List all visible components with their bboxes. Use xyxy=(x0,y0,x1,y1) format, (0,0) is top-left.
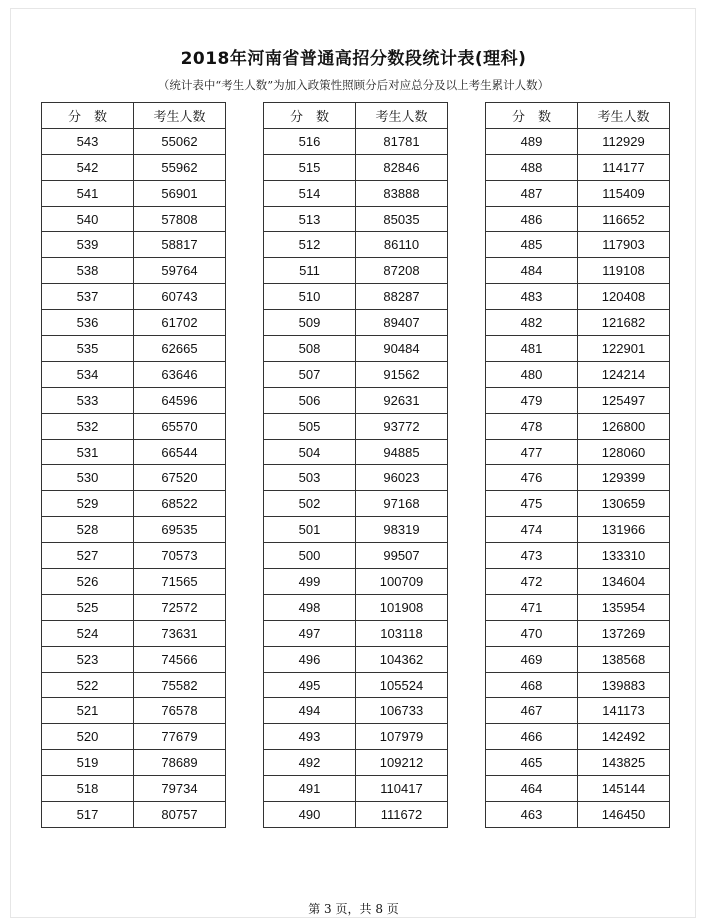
table-row xyxy=(264,543,448,569)
page-title: 2018年河南省普通高招分数段统计表(理科) xyxy=(180,49,527,69)
table-row xyxy=(486,594,670,620)
count-cell: 60743 xyxy=(134,284,226,310)
header-count: 考生人数 xyxy=(356,103,448,129)
table-row xyxy=(264,620,448,646)
count-cell: 97168 xyxy=(356,491,448,517)
count-cell: 129399 xyxy=(578,465,670,491)
score-cell: 472 xyxy=(486,569,578,595)
table-row xyxy=(486,491,670,517)
count-cell: 93772 xyxy=(356,413,448,439)
table-row xyxy=(486,724,670,750)
table-row xyxy=(42,361,226,387)
table-row xyxy=(486,646,670,672)
score-cell: 487 xyxy=(486,180,578,206)
score-cell: 534 xyxy=(42,361,134,387)
table-row xyxy=(486,465,670,491)
table-row xyxy=(264,517,448,543)
table-row xyxy=(264,698,448,724)
score-cell: 533 xyxy=(42,387,134,413)
table-row xyxy=(42,258,226,284)
count-cell: 94885 xyxy=(356,439,448,465)
score-cell: 529 xyxy=(42,491,134,517)
count-cell: 79734 xyxy=(134,776,226,802)
count-cell: 143825 xyxy=(578,750,670,776)
count-cell: 119108 xyxy=(578,258,670,284)
score-cell: 517 xyxy=(42,802,134,828)
score-cell: 515 xyxy=(264,154,356,180)
score-cell: 463 xyxy=(486,802,578,828)
count-cell: 92631 xyxy=(356,387,448,413)
table-row xyxy=(42,802,226,828)
score-cell: 469 xyxy=(486,646,578,672)
score-cell: 483 xyxy=(486,284,578,310)
count-cell: 106733 xyxy=(356,698,448,724)
table-row xyxy=(264,361,448,387)
table-row xyxy=(264,802,448,828)
score-cell: 520 xyxy=(42,724,134,750)
table-row xyxy=(42,517,226,543)
count-cell: 87208 xyxy=(356,258,448,284)
count-cell: 76578 xyxy=(134,698,226,724)
table-row xyxy=(42,128,226,154)
table-row xyxy=(42,154,226,180)
table-row xyxy=(264,439,448,465)
table-row xyxy=(264,284,448,310)
table-row xyxy=(42,465,226,491)
score-cell: 528 xyxy=(42,517,134,543)
score-cell: 521 xyxy=(42,698,134,724)
count-cell: 61702 xyxy=(134,310,226,336)
table-row xyxy=(486,698,670,724)
score-cell: 497 xyxy=(264,620,356,646)
count-cell: 66544 xyxy=(134,439,226,465)
score-cell: 541 xyxy=(42,180,134,206)
table-row xyxy=(486,517,670,543)
score-cell: 505 xyxy=(264,413,356,439)
table-row xyxy=(486,620,670,646)
table-row xyxy=(264,310,448,336)
count-cell: 134604 xyxy=(578,569,670,595)
count-cell: 57808 xyxy=(134,206,226,232)
score-cell: 514 xyxy=(264,180,356,206)
table-row xyxy=(42,646,226,672)
count-cell: 63646 xyxy=(134,361,226,387)
score-cell: 522 xyxy=(42,672,134,698)
score-cell: 538 xyxy=(42,258,134,284)
header-count: 考生人数 xyxy=(134,103,226,129)
count-cell: 71565 xyxy=(134,569,226,595)
score-cell: 482 xyxy=(486,310,578,336)
table-row xyxy=(486,413,670,439)
score-cell: 468 xyxy=(486,672,578,698)
table-row xyxy=(264,258,448,284)
count-cell: 64596 xyxy=(134,387,226,413)
table-row xyxy=(486,672,670,698)
score-cell: 464 xyxy=(486,776,578,802)
table-header-row xyxy=(486,103,670,129)
table-row xyxy=(42,180,226,206)
score-cell: 519 xyxy=(42,750,134,776)
table-row xyxy=(42,776,226,802)
table-row xyxy=(42,284,226,310)
table-row xyxy=(264,154,448,180)
count-cell: 58817 xyxy=(134,232,226,258)
count-cell: 120408 xyxy=(578,284,670,310)
count-cell: 117903 xyxy=(578,232,670,258)
count-cell: 122901 xyxy=(578,336,670,362)
header-score: 分 数 xyxy=(42,103,134,129)
table-row xyxy=(264,232,448,258)
score-cell: 510 xyxy=(264,284,356,310)
score-cell: 531 xyxy=(42,439,134,465)
score-cell: 500 xyxy=(264,543,356,569)
count-cell: 74566 xyxy=(134,646,226,672)
table-row xyxy=(264,387,448,413)
count-cell: 55062 xyxy=(134,128,226,154)
count-cell: 81781 xyxy=(356,128,448,154)
count-cell: 107979 xyxy=(356,724,448,750)
table-row xyxy=(42,232,226,258)
table-row xyxy=(264,413,448,439)
score-cell: 513 xyxy=(264,206,356,232)
table-note: （统计表中“考生人数”为加入政策性照顾分后对应总分及以上考生累计人数） xyxy=(157,78,550,92)
table-header-row xyxy=(42,103,226,129)
count-cell: 72572 xyxy=(134,594,226,620)
count-cell: 62665 xyxy=(134,336,226,362)
score-table-3 xyxy=(485,102,670,828)
table-row xyxy=(264,750,448,776)
header-score: 分 数 xyxy=(264,103,356,129)
count-cell: 116652 xyxy=(578,206,670,232)
table-row xyxy=(486,310,670,336)
count-cell: 105524 xyxy=(356,672,448,698)
table-row xyxy=(264,569,448,595)
score-cell: 540 xyxy=(42,206,134,232)
score-cell: 535 xyxy=(42,336,134,362)
score-cell: 524 xyxy=(42,620,134,646)
score-cell: 477 xyxy=(486,439,578,465)
count-cell: 101908 xyxy=(356,594,448,620)
score-cell: 494 xyxy=(264,698,356,724)
score-cell: 526 xyxy=(42,569,134,595)
score-cell: 536 xyxy=(42,310,134,336)
score-cell: 484 xyxy=(486,258,578,284)
table-row xyxy=(486,776,670,802)
count-cell: 88287 xyxy=(356,284,448,310)
table-row xyxy=(486,258,670,284)
table-row xyxy=(486,284,670,310)
table-row xyxy=(264,646,448,672)
count-cell: 77679 xyxy=(134,724,226,750)
table-row xyxy=(486,387,670,413)
score-cell: 516 xyxy=(264,128,356,154)
table-header-row xyxy=(264,103,448,129)
count-cell: 142492 xyxy=(578,724,670,750)
table-row xyxy=(486,154,670,180)
count-cell: 121682 xyxy=(578,310,670,336)
count-cell: 110417 xyxy=(356,776,448,802)
table-row xyxy=(42,206,226,232)
score-cell: 489 xyxy=(486,128,578,154)
score-cell: 527 xyxy=(42,543,134,569)
table-row xyxy=(42,672,226,698)
count-cell: 100709 xyxy=(356,569,448,595)
count-cell: 82846 xyxy=(356,154,448,180)
count-cell: 103118 xyxy=(356,620,448,646)
table-row xyxy=(42,724,226,750)
table-row xyxy=(42,413,226,439)
score-cell: 481 xyxy=(486,336,578,362)
score-cell: 543 xyxy=(42,128,134,154)
count-cell: 114177 xyxy=(578,154,670,180)
score-cell: 479 xyxy=(486,387,578,413)
score-cell: 542 xyxy=(42,154,134,180)
count-cell: 128060 xyxy=(578,439,670,465)
count-cell: 68522 xyxy=(134,491,226,517)
score-cell: 470 xyxy=(486,620,578,646)
table-row xyxy=(486,180,670,206)
table-row xyxy=(264,594,448,620)
score-cell: 495 xyxy=(264,672,356,698)
score-cell: 511 xyxy=(264,258,356,284)
count-cell: 56901 xyxy=(134,180,226,206)
count-cell: 89407 xyxy=(356,310,448,336)
table-row xyxy=(42,698,226,724)
count-cell: 112929 xyxy=(578,128,670,154)
score-cell: 490 xyxy=(264,802,356,828)
count-cell: 55962 xyxy=(134,154,226,180)
count-cell: 141173 xyxy=(578,698,670,724)
score-cell: 504 xyxy=(264,439,356,465)
table-row xyxy=(264,465,448,491)
score-cell: 501 xyxy=(264,517,356,543)
score-cell: 507 xyxy=(264,361,356,387)
table-row xyxy=(42,387,226,413)
score-cell: 467 xyxy=(486,698,578,724)
score-cell: 492 xyxy=(264,750,356,776)
count-cell: 69535 xyxy=(134,517,226,543)
table-row xyxy=(486,206,670,232)
score-cell: 523 xyxy=(42,646,134,672)
score-cell: 503 xyxy=(264,465,356,491)
count-cell: 145144 xyxy=(578,776,670,802)
count-cell: 139883 xyxy=(578,672,670,698)
table-row xyxy=(264,336,448,362)
table-row xyxy=(42,543,226,569)
count-cell: 78689 xyxy=(134,750,226,776)
page-footer: 第 3 页，共 8 页 xyxy=(308,902,399,916)
table-row xyxy=(264,776,448,802)
count-cell: 65570 xyxy=(134,413,226,439)
count-cell: 131966 xyxy=(578,517,670,543)
score-cell: 518 xyxy=(42,776,134,802)
score-cell: 496 xyxy=(264,646,356,672)
count-cell: 99507 xyxy=(356,543,448,569)
score-table-1 xyxy=(41,102,226,828)
score-cell: 512 xyxy=(264,232,356,258)
table-row xyxy=(42,491,226,517)
table-row xyxy=(486,543,670,569)
count-cell: 146450 xyxy=(578,802,670,828)
table-row xyxy=(42,336,226,362)
score-cell: 530 xyxy=(42,465,134,491)
score-cell: 498 xyxy=(264,594,356,620)
table-row xyxy=(42,750,226,776)
score-cell: 508 xyxy=(264,336,356,362)
count-cell: 111672 xyxy=(356,802,448,828)
table-row xyxy=(486,569,670,595)
table-row xyxy=(486,802,670,828)
table-row xyxy=(264,724,448,750)
score-cell: 539 xyxy=(42,232,134,258)
count-cell: 70573 xyxy=(134,543,226,569)
score-cell: 532 xyxy=(42,413,134,439)
count-cell: 124214 xyxy=(578,361,670,387)
table-row xyxy=(486,439,670,465)
count-cell: 126800 xyxy=(578,413,670,439)
score-cell: 474 xyxy=(486,517,578,543)
count-cell: 109212 xyxy=(356,750,448,776)
score-cell: 475 xyxy=(486,491,578,517)
count-cell: 85035 xyxy=(356,206,448,232)
header-score: 分 数 xyxy=(486,103,578,129)
table-row xyxy=(264,180,448,206)
count-cell: 137269 xyxy=(578,620,670,646)
count-cell: 86110 xyxy=(356,232,448,258)
score-cell: 476 xyxy=(486,465,578,491)
score-cell: 537 xyxy=(42,284,134,310)
table-row xyxy=(42,439,226,465)
header-count: 考生人数 xyxy=(578,103,670,129)
score-cell: 466 xyxy=(486,724,578,750)
score-cell: 486 xyxy=(486,206,578,232)
score-cell: 491 xyxy=(264,776,356,802)
count-cell: 104362 xyxy=(356,646,448,672)
score-cell: 525 xyxy=(42,594,134,620)
table-row xyxy=(42,310,226,336)
score-cell: 509 xyxy=(264,310,356,336)
table-row xyxy=(264,491,448,517)
score-cell: 499 xyxy=(264,569,356,595)
count-cell: 90484 xyxy=(356,336,448,362)
count-cell: 75582 xyxy=(134,672,226,698)
count-cell: 130659 xyxy=(578,491,670,517)
table-row xyxy=(42,569,226,595)
score-cell: 478 xyxy=(486,413,578,439)
count-cell: 133310 xyxy=(578,543,670,569)
score-cell: 488 xyxy=(486,154,578,180)
table-row xyxy=(264,128,448,154)
count-cell: 96023 xyxy=(356,465,448,491)
table-row xyxy=(264,672,448,698)
count-cell: 91562 xyxy=(356,361,448,387)
score-cell: 465 xyxy=(486,750,578,776)
score-cell: 473 xyxy=(486,543,578,569)
table-row xyxy=(486,232,670,258)
table-row xyxy=(264,206,448,232)
table-row xyxy=(486,361,670,387)
count-cell: 138568 xyxy=(578,646,670,672)
score-cell: 506 xyxy=(264,387,356,413)
count-cell: 115409 xyxy=(578,180,670,206)
count-cell: 80757 xyxy=(134,802,226,828)
table-row xyxy=(42,620,226,646)
score-cell: 471 xyxy=(486,594,578,620)
score-cell: 480 xyxy=(486,361,578,387)
score-cell: 485 xyxy=(486,232,578,258)
count-cell: 98319 xyxy=(356,517,448,543)
score-cell: 502 xyxy=(264,491,356,517)
table-row xyxy=(42,594,226,620)
count-cell: 125497 xyxy=(578,387,670,413)
count-cell: 59764 xyxy=(134,258,226,284)
count-cell: 73631 xyxy=(134,620,226,646)
table-row xyxy=(486,750,670,776)
score-table-2 xyxy=(263,102,448,828)
table-row xyxy=(486,336,670,362)
count-cell: 67520 xyxy=(134,465,226,491)
count-cell: 135954 xyxy=(578,594,670,620)
score-cell: 493 xyxy=(264,724,356,750)
count-cell: 83888 xyxy=(356,180,448,206)
table-row xyxy=(486,128,670,154)
